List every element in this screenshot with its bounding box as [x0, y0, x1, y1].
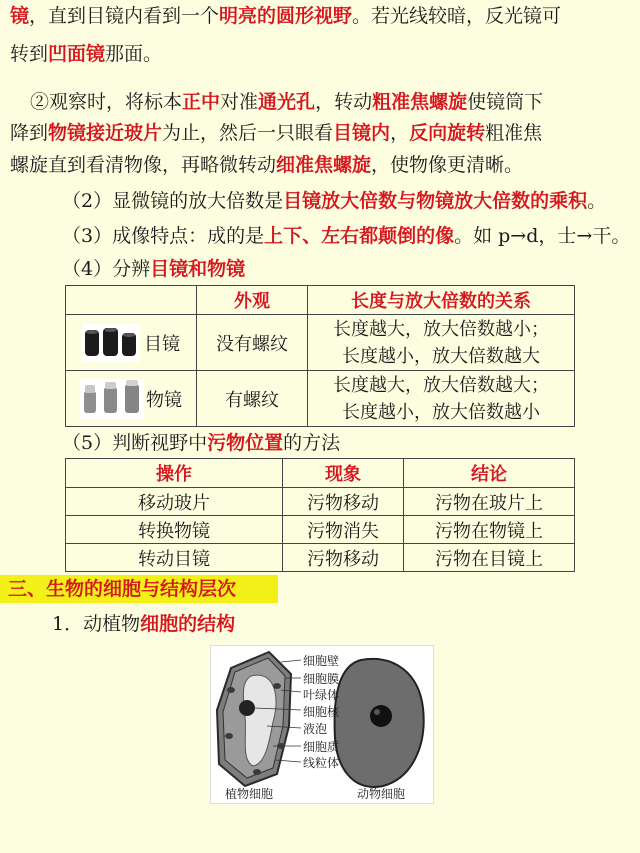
eyepiece-cell	[66, 315, 197, 371]
body-text: 使镜筒下	[467, 91, 544, 113]
dirt-row-3-op: 转动目镜	[66, 544, 283, 572]
highlight-text: 物镜接近玻片	[48, 122, 163, 144]
label-cell-wall: 细胞壁	[303, 654, 340, 668]
body-text: 对准	[220, 91, 259, 113]
label-nucleus: 细胞核	[303, 705, 340, 719]
cell-structure-figure	[210, 645, 434, 804]
body-text: 为止，然后一只眼看	[162, 122, 334, 144]
plant-nucleus	[239, 700, 255, 716]
item-3	[62, 222, 640, 250]
dirt-table	[65, 458, 575, 572]
body-text: （4）分辨	[62, 258, 151, 280]
eyepiece-label: 目镜	[144, 333, 180, 355]
body-text: 1．动植物	[52, 613, 141, 635]
body-text: （2）显微镜的放大倍数是	[62, 190, 284, 212]
objective-cell	[66, 371, 197, 427]
lens-header-empty	[66, 286, 197, 315]
objective-relation	[308, 371, 575, 427]
subsection-1	[52, 610, 640, 638]
body-text: （3）成像特点：成的是	[62, 225, 265, 247]
dirt-row-1-op: 移动玻片	[66, 488, 283, 516]
animal-cell-caption: 动物细胞	[357, 787, 406, 801]
highlight-text: 细准焦螺旋	[276, 154, 372, 176]
highlight-text: 粗准焦螺旋	[372, 91, 468, 113]
lens-header-relation: 长度与放大倍数的关系	[308, 286, 575, 315]
dirt-row-3-phen: 污物移动	[283, 544, 404, 572]
item-5	[62, 429, 640, 457]
body-text: ②观察时，将标本	[30, 91, 183, 113]
body-text: 螺旋直到看清物像，再略微转动	[10, 154, 277, 176]
item-4	[62, 255, 640, 283]
para2-line2	[10, 119, 640, 147]
highlight-text: 凹面镜	[48, 43, 106, 65]
objective-relation-line2: 长度越小，放大倍数越小	[342, 401, 540, 423]
para2-line1	[30, 88, 640, 116]
label-chloroplast: 叶绿体	[303, 688, 340, 702]
objective-image	[80, 379, 144, 419]
dirt-header-phenomenon: 现象	[283, 459, 404, 488]
dirt-row-1-conc: 污物在玻片上	[404, 488, 575, 516]
dirt-row-3-conc: 污物在目镜上	[404, 544, 575, 572]
eyepiece-relation-line1: 长度越大，放大倍数越小；	[333, 318, 549, 340]
label-cytoplasm: 细胞质	[303, 740, 340, 754]
body-text: 的方法	[283, 432, 341, 454]
body-text: ，转动	[315, 91, 373, 113]
body-text: ，直到目镜内看到一个	[29, 5, 220, 27]
eyepiece-relation	[308, 315, 575, 371]
highlight-text: 正中	[182, 91, 221, 113]
highlight-text: 明亮的圆形视野	[219, 5, 353, 27]
animal-nucleus	[370, 705, 392, 727]
highlight-text: 通光孔	[258, 91, 316, 113]
body-text: ，使物像更清晰。	[371, 154, 524, 176]
para2-line3	[10, 151, 640, 179]
body-text: （5）判断视野中	[62, 432, 208, 454]
dirt-header-conclusion: 结论	[404, 459, 575, 488]
body-text: 粗准焦	[485, 122, 543, 144]
dirt-row-2-phen: 污物消失	[283, 516, 404, 544]
section-3-title: 三、生物的细胞与结构层次	[0, 575, 278, 603]
dirt-row-1-phen: 污物移动	[283, 488, 404, 516]
eyepiece-look: 没有螺纹	[197, 315, 308, 371]
eyepiece-relation-line2: 长度越小，放大倍数越大	[342, 345, 540, 367]
objective-relation-line1: 长度越大，放大倍数越大；	[333, 374, 549, 396]
body-text: 转到	[10, 43, 49, 65]
highlight-text: 上下、左右都颠倒的像	[264, 225, 455, 247]
label-cell-membrane: 细胞膜	[303, 672, 340, 686]
para1-line2	[10, 40, 640, 68]
highlight-text: 细胞的结构	[140, 613, 236, 635]
highlight-text: 目镜和物镜	[150, 258, 246, 280]
dirt-row-2-op: 转换物镜	[66, 516, 283, 544]
item-2	[62, 187, 640, 215]
body-text: 。	[587, 190, 607, 212]
dirt-header-operation: 操作	[66, 459, 283, 488]
plant-cell-caption: 植物细胞	[225, 787, 274, 801]
para1-line1	[10, 2, 640, 30]
highlight-text: 污物位置	[207, 432, 284, 454]
eyepiece-image	[82, 324, 140, 362]
body-text: 。如 p→d，士→干。	[454, 225, 631, 247]
body-text: 降到	[10, 122, 49, 144]
highlight-text: 反向旋转	[409, 122, 486, 144]
body-text: ，	[390, 122, 410, 144]
lens-header-appearance: 外观	[197, 286, 308, 315]
body-text: 那面。	[105, 43, 163, 65]
lens-table	[65, 285, 575, 427]
label-vacuole: 液泡	[303, 722, 328, 736]
label-mitochondria: 线粒体	[303, 756, 340, 770]
objective-label: 物镜	[146, 389, 182, 411]
highlight-text: 目镜内	[333, 122, 391, 144]
highlight-text: 目镜放大倍数与物镜放大倍数的乘积	[283, 190, 588, 212]
objective-look: 有螺纹	[197, 371, 308, 427]
body-text: 。若光线较暗，反光镜可	[352, 5, 562, 27]
dirt-row-2-conc: 污物在物镜上	[404, 516, 575, 544]
highlight-text: 镜	[10, 5, 30, 27]
